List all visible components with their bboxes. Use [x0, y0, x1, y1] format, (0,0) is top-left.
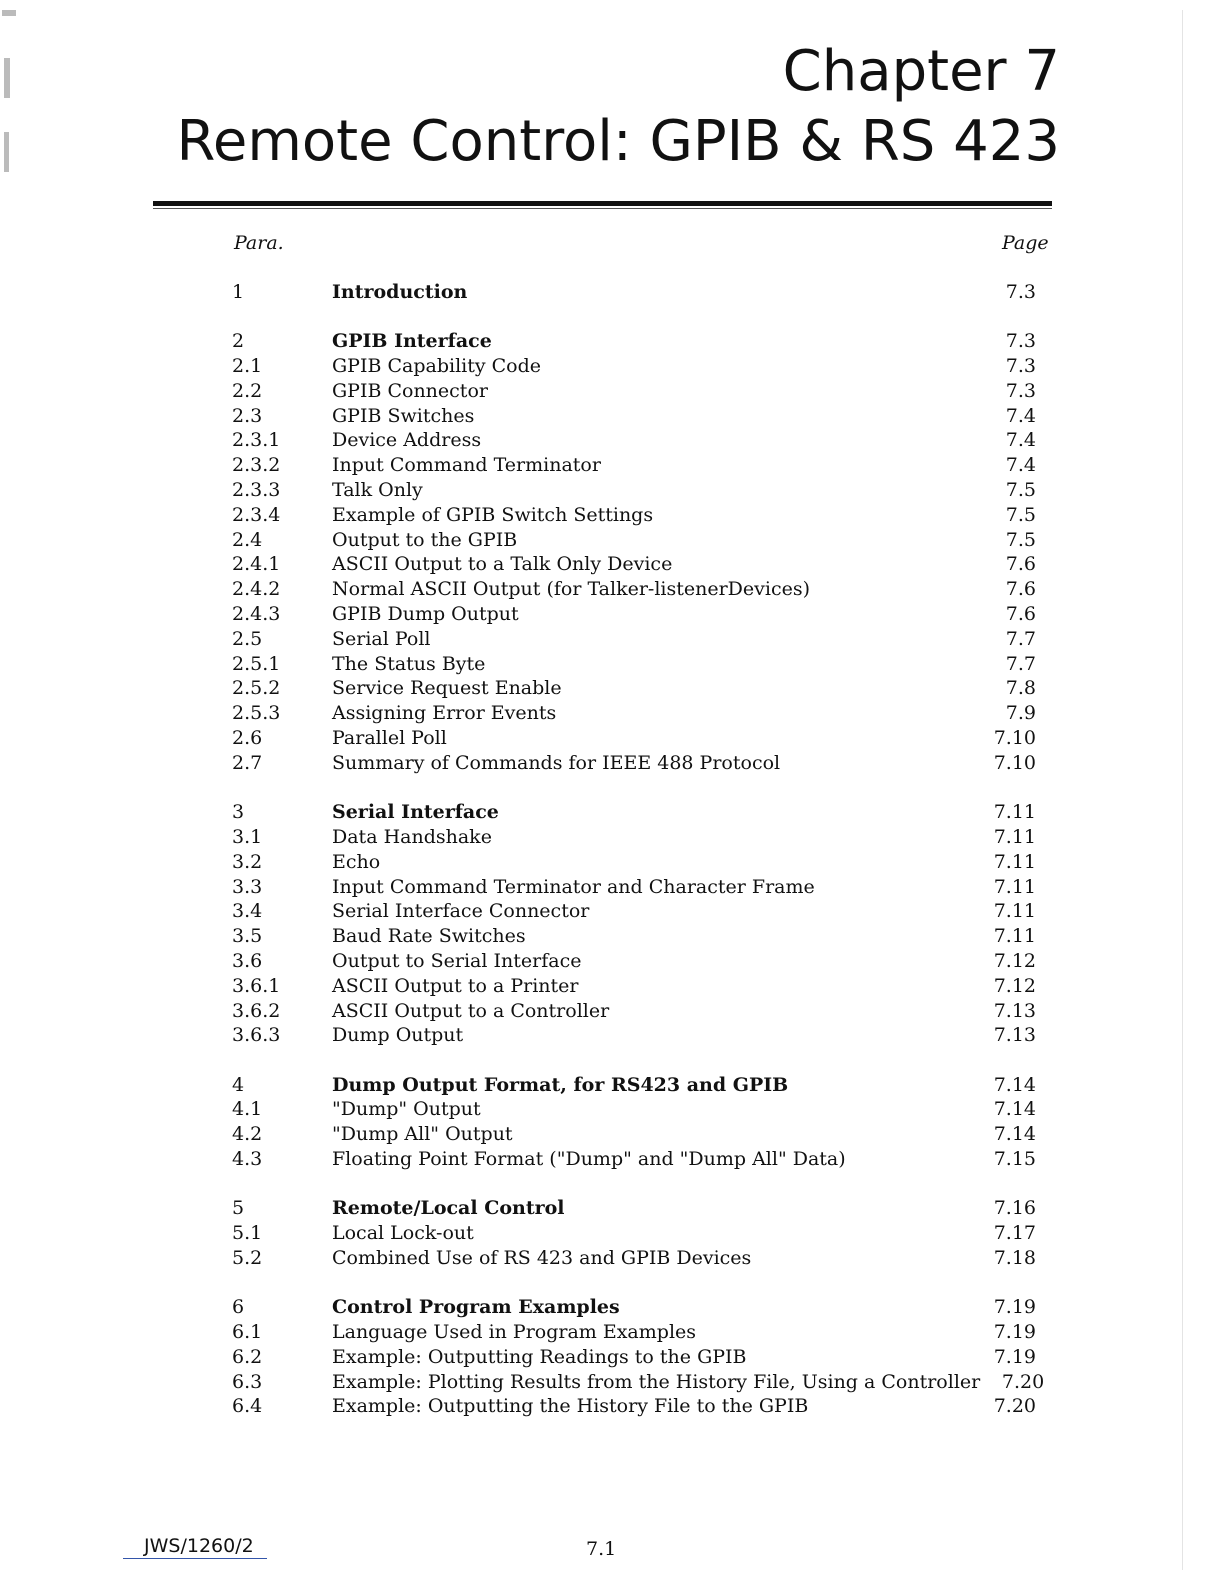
- toc-entry-title: Baud Rate Switches: [332, 925, 526, 948]
- toc-para-number: 2.4: [232, 528, 263, 551]
- toc-page-number: 7.10: [993, 751, 1036, 774]
- toc-page-number: 7.12: [993, 949, 1036, 972]
- toc-entry-title: Output to the GPIB: [332, 528, 518, 551]
- toc-entry-row: [232, 676, 1042, 701]
- toc-para-number: 2.3.4: [232, 503, 281, 526]
- toc-entry-row: [232, 404, 1042, 429]
- toc-para-number: 3.6: [232, 949, 263, 972]
- toc-page-number: 7.4: [1005, 454, 1036, 477]
- toc-para-number: 2.3.3: [232, 479, 281, 502]
- toc-entry-title: "Dump All" Output: [332, 1123, 513, 1146]
- toc-page-number: 7.3: [1005, 355, 1036, 378]
- toc-entry-title: The Status Byte: [332, 652, 486, 675]
- toc-para-number: 3.2: [232, 850, 263, 873]
- toc-heading-row: [232, 1196, 1042, 1221]
- toc-entry-title: "Dump" Output: [332, 1098, 481, 1121]
- toc-page-number: 7.19: [993, 1320, 1036, 1343]
- toc-para-number: 2: [232, 330, 245, 353]
- toc-entry-row: [232, 825, 1042, 850]
- toc-entry-row: [232, 850, 1042, 875]
- toc-para-number: 2.4.2: [232, 578, 281, 601]
- toc-entry-title: Input Command Terminator: [332, 454, 601, 477]
- toc-entry-title: Serial Interface Connector: [332, 900, 590, 923]
- toc-para-number: 2.5.3: [232, 702, 281, 725]
- toc-entry-title: Local Lock-out: [332, 1222, 474, 1245]
- toc-para-number: 2.1: [232, 355, 263, 378]
- toc-page-number: 7.14: [993, 1073, 1036, 1096]
- toc-page-number: 7.11: [993, 925, 1036, 948]
- toc-entry-row: [232, 701, 1042, 726]
- toc-page-number: 7.13: [993, 1024, 1036, 1047]
- toc-para-number: 6.2: [232, 1345, 263, 1368]
- toc-page-number: 7.5: [1005, 528, 1036, 551]
- column-header-para: Para.: [234, 232, 284, 254]
- toc-page-number: 7.20: [993, 1395, 1036, 1418]
- toc-para-number: 6.1: [232, 1320, 263, 1343]
- toc-entry-row: [232, 577, 1042, 602]
- toc-entry-row: [232, 552, 1042, 577]
- toc-para-number: 3.4: [232, 900, 263, 923]
- toc-entry-title: Assigning Error Events: [332, 702, 557, 725]
- toc-para-number: 4.1: [232, 1098, 263, 1121]
- chapter-number: Chapter 7: [782, 39, 1060, 104]
- toc-entry-row: [232, 1023, 1042, 1048]
- toc-entry-row: [232, 999, 1042, 1024]
- toc-page-number: 7.6: [1005, 578, 1036, 601]
- toc-entry-title: Language Used in Program Examples: [332, 1320, 697, 1343]
- toc-entry-row: [232, 974, 1042, 999]
- toc-page-number: 7.8: [1005, 677, 1036, 700]
- toc-entry-row: [232, 1097, 1042, 1122]
- toc-para-number: 3: [232, 801, 245, 824]
- toc-para-number: 2.5.1: [232, 652, 281, 675]
- toc-page-number: 7.13: [993, 999, 1036, 1022]
- toc-entry-row: [232, 1221, 1042, 1246]
- toc-entry-title: ASCII Output to a Controller: [332, 999, 610, 1022]
- toc-para-number: 2.7: [232, 751, 263, 774]
- toc-entry-title: Normal ASCII Output (for Talker-listenerDevices): [332, 578, 811, 601]
- toc-entry-title: Floating Point Format ("Dump" and "Dump All" Data): [332, 1148, 846, 1170]
- toc-page-number: 7.7: [1005, 652, 1036, 675]
- toc-page-number: 7.3: [1005, 281, 1036, 303]
- toc-page-number: 7.18: [993, 1246, 1036, 1269]
- toc-entry-row: [232, 1122, 1042, 1147]
- toc-page-number: 7.4: [1005, 404, 1036, 427]
- toc-heading-row: [232, 1295, 1042, 1320]
- toc-entry-title: Data Handshake: [332, 825, 492, 848]
- column-header-page: Page: [1002, 232, 1049, 254]
- toc-para-number: 2.5: [232, 627, 263, 650]
- toc-entry-row: [232, 1246, 1042, 1271]
- toc-entry-row: [232, 652, 1042, 677]
- toc-para-number: 2.4.1: [232, 553, 281, 576]
- toc-entry-row: [232, 379, 1042, 404]
- toc-entry-title: GPIB Connector: [332, 379, 488, 402]
- toc-page-number: 7.14: [993, 1123, 1036, 1146]
- toc-para-number: 1: [232, 281, 245, 303]
- toc-entry-row: [232, 899, 1042, 924]
- toc-section: [232, 1073, 1042, 1172]
- toc-entry-row: [232, 1370, 1045, 1395]
- toc-page-number: 7.3: [1005, 379, 1036, 402]
- toc-entry-row: [232, 528, 1042, 553]
- toc-page-number: 7.6: [1005, 553, 1036, 576]
- scan-margin-mark: [4, 58, 10, 98]
- toc-entry-title: Dump Output Format, for RS423 and GPIB: [332, 1073, 789, 1096]
- toc-page-number: 7.17: [993, 1222, 1036, 1245]
- toc-entry-title: GPIB Dump Output: [332, 603, 519, 626]
- toc-para-number: 3.1: [232, 825, 263, 848]
- toc-heading-row: [232, 329, 1042, 354]
- toc-para-number: 6: [232, 1296, 245, 1319]
- page-number: 7.1: [586, 1538, 617, 1560]
- document-reference-underline: [123, 1558, 267, 1559]
- toc-entry-title: Parallel Poll: [332, 727, 447, 750]
- heading-rule: [153, 201, 1052, 206]
- toc-para-number: 2.3: [232, 404, 263, 427]
- toc-para-number: 2.5.2: [232, 677, 281, 700]
- toc-page-number: 7.19: [993, 1345, 1036, 1368]
- toc-page-number: 7.10: [993, 727, 1036, 750]
- toc-entry-title: Remote/Local Control: [332, 1197, 565, 1220]
- toc-entry-row: [232, 602, 1042, 627]
- toc-heading-row: [232, 800, 1042, 825]
- toc-para-number: 2.4.3: [232, 603, 281, 626]
- toc-page-number: 7.19: [993, 1296, 1036, 1319]
- toc-entry-row: [232, 503, 1042, 528]
- toc-entry-row: [232, 1320, 1042, 1345]
- toc-entry-title: Example: Outputting Readings to the GPIB: [332, 1345, 747, 1368]
- toc-para-number: 4.2: [232, 1123, 263, 1146]
- toc-para-number: 2.3.2: [232, 454, 281, 477]
- toc-page-number: 7.11: [993, 900, 1036, 923]
- document-reference: JWS/1260/2: [144, 1535, 254, 1557]
- toc-page-number: 7.20: [1001, 1370, 1045, 1393]
- toc-para-number: 4: [232, 1073, 245, 1096]
- toc-section: [232, 1196, 1042, 1270]
- toc-page-number: 7.9: [1005, 702, 1036, 725]
- toc-para-number: 4.3: [232, 1148, 263, 1170]
- toc-entry-title: ASCII Output to a Talk Only Device: [332, 553, 673, 576]
- toc-entry-title: Summary of Commands for IEEE 488 Protocol: [332, 751, 781, 774]
- toc-para-number: 3.3: [232, 875, 263, 898]
- toc-page-number: 7.14: [993, 1098, 1036, 1121]
- toc-entry-row: [232, 627, 1042, 652]
- toc-heading-row: [232, 280, 1042, 305]
- toc-heading-row: [232, 1073, 1042, 1098]
- table-of-contents: [232, 280, 1045, 1444]
- toc-page-number: 7.11: [993, 850, 1036, 873]
- toc-entry-title: Combined Use of RS 423 and GPIB Devices: [332, 1246, 752, 1269]
- toc-entry-row: [232, 453, 1042, 478]
- toc-page-number: 7.11: [993, 875, 1036, 898]
- toc-entry-title: Example: Outputting the History File to the GPIB: [332, 1395, 809, 1418]
- toc-entry-row: [232, 949, 1042, 974]
- toc-entry-title: Output to Serial Interface: [332, 949, 582, 972]
- toc-entry-title: Serial Interface: [332, 801, 499, 824]
- chapter-title: Remote Control: GPIB & RS 423: [176, 109, 1060, 174]
- toc-entry-row: [232, 354, 1042, 379]
- toc-entry-row: [232, 478, 1042, 503]
- toc-para-number: 3.6.3: [232, 1024, 281, 1047]
- toc-entry-row: [232, 1147, 1042, 1172]
- toc-entry-title: GPIB Interface: [332, 330, 492, 353]
- toc-page-number: 7.5: [1005, 503, 1036, 526]
- scan-margin-mark: [2, 10, 16, 16]
- toc-section: [232, 280, 1042, 305]
- toc-page-number: 7.3: [1005, 330, 1036, 353]
- toc-section: [232, 1295, 1045, 1419]
- toc-entry-row: [232, 875, 1042, 900]
- toc-page-number: 7.4: [1005, 429, 1036, 452]
- toc-entry-title: ASCII Output to a Printer: [332, 974, 579, 997]
- toc-page-number: 7.16: [993, 1197, 1036, 1220]
- toc-entry-row: [232, 428, 1042, 453]
- toc-section: [232, 329, 1042, 775]
- toc-entry-title: Introduction: [332, 281, 468, 303]
- toc-para-number: 2.2: [232, 379, 263, 402]
- toc-page-number: 7.7: [1005, 627, 1036, 650]
- toc-entry-title: Device Address: [332, 429, 482, 452]
- toc-para-number: 2.6: [232, 727, 263, 750]
- toc-entry-title: Service Request Enable: [332, 677, 562, 700]
- toc-entry-title: Example of GPIB Switch Settings: [332, 503, 654, 526]
- toc-para-number: 5.2: [232, 1246, 263, 1269]
- toc-para-number: 5.1: [232, 1222, 263, 1245]
- toc-page-number: 7.6: [1005, 603, 1036, 626]
- toc-entry-title: GPIB Switches: [332, 404, 475, 427]
- toc-entry-title: GPIB Capability Code: [332, 355, 542, 378]
- toc-para-number: 3.6.1: [232, 974, 281, 997]
- toc-para-number: 6.4: [232, 1395, 263, 1418]
- toc-page-number: 7.12: [993, 974, 1036, 997]
- toc-entry-row: [232, 924, 1042, 949]
- toc-entry-row: [232, 726, 1042, 751]
- toc-entry-title: Input Command Terminator and Character Frame: [332, 875, 815, 898]
- toc-para-number: 6.3: [232, 1370, 263, 1393]
- scan-margin-mark: [4, 132, 9, 172]
- heading-rule-thin: [153, 208, 1052, 209]
- toc-para-number: 2.3.1: [232, 429, 281, 452]
- toc-para-number: 5: [232, 1197, 245, 1220]
- toc-entry-row: [232, 1345, 1042, 1370]
- toc-entry-title: Dump Output: [332, 1024, 464, 1047]
- toc-entry-row: [232, 751, 1042, 776]
- toc-entry-title: Echo: [332, 850, 381, 873]
- toc-page-number: 7.15: [993, 1148, 1036, 1170]
- toc-para-number: 3.6.2: [232, 999, 281, 1022]
- toc-para-number: 3.5: [232, 925, 263, 948]
- toc-page-number: 7.5: [1005, 479, 1036, 502]
- toc-entry-title: Talk Only: [332, 479, 423, 502]
- toc-entry-title: Example: Plotting Results from the History File, Using a Controller: [332, 1370, 981, 1393]
- scan-margin-mark: [1182, 10, 1183, 1570]
- toc-entry-row: [232, 1394, 1042, 1419]
- toc-page-number: 7.11: [993, 825, 1036, 848]
- toc-entry-title: Serial Poll: [332, 627, 431, 650]
- toc-entry-title: Control Program Examples: [332, 1296, 620, 1319]
- chapter-heading: [177, 38, 1060, 178]
- toc-section: [232, 800, 1042, 1048]
- toc-page-number: 7.11: [993, 801, 1036, 824]
